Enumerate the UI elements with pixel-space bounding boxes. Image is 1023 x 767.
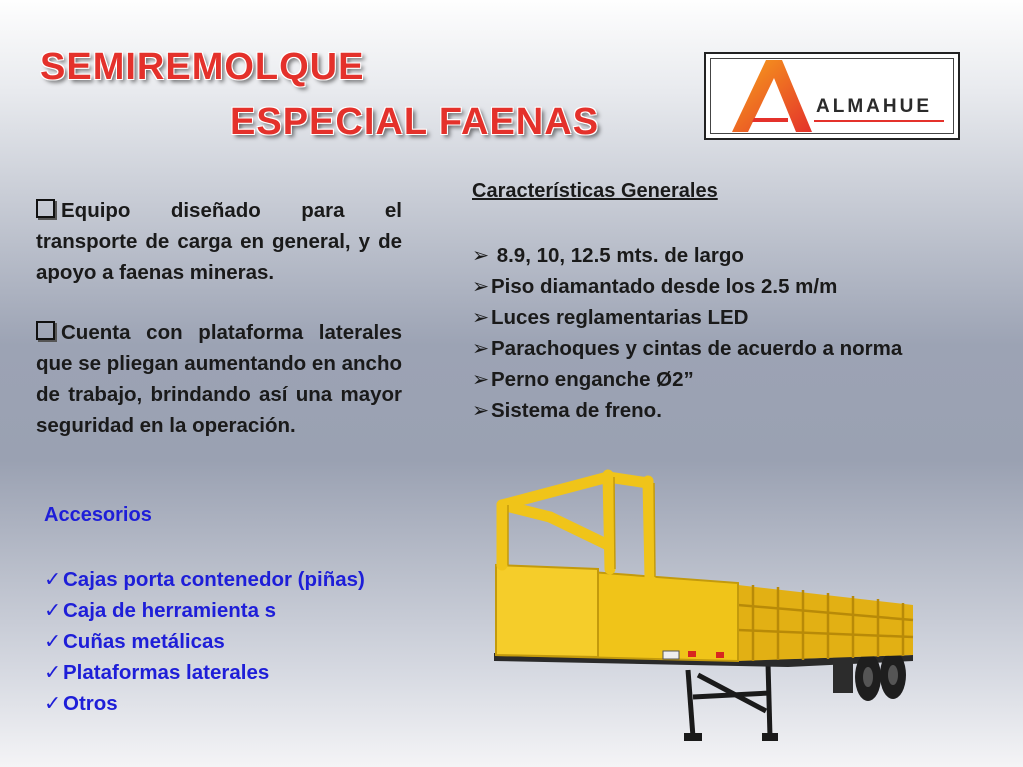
accessory-item [44, 564, 365, 595]
trailer-landing-gear [688, 663, 770, 737]
accessory-label: Plataformas laterales [63, 661, 270, 684]
accessory-item [44, 657, 365, 688]
characteristics-title: Características Generales [472, 180, 718, 202]
accessory-label: Cuñas metálicas [63, 630, 225, 653]
accessory-item [44, 626, 365, 657]
accessory-label: Caja de herramienta s [63, 599, 277, 622]
title-line-2: ESPECIAL FAENAS [230, 101, 600, 143]
accessories-list [44, 564, 365, 719]
check-icon: ✓ [44, 599, 62, 622]
logo-underline [814, 120, 944, 122]
accessories-title: Accesorios [44, 504, 152, 526]
arrow-bullet-icon: ➢ [472, 306, 490, 329]
characteristic-item [472, 271, 902, 302]
characteristic-label: Sistema de freno. [491, 399, 662, 422]
description-text-2: Cuenta con plataforma laterales que se pliegan aumentando en ancho de trabajo, brindando así una mayor seguridad en la operación. [36, 321, 402, 437]
characteristic-label: 8.9, 10, 12.5 mts. de largo [491, 244, 744, 267]
accessory-label: Cajas porta contenedor (piñas) [63, 568, 365, 591]
almahue-logo [704, 52, 960, 140]
characteristic-label: Piso diamantado desde los 2.5 m/m [491, 275, 838, 298]
logo-a-mark-icon [726, 58, 816, 136]
characteristic-item [472, 333, 902, 364]
check-icon: ✓ [44, 630, 62, 653]
characteristic-label: Luces reglamentarias LED [491, 306, 749, 329]
arrow-bullet-icon: ➢ [472, 244, 490, 267]
arrow-bullet-icon: ➢ [472, 337, 490, 360]
accessory-item [44, 688, 365, 719]
characteristic-item [472, 395, 902, 426]
characteristic-item [472, 302, 902, 333]
check-icon: ✓ [44, 692, 62, 715]
description-paragraph-2 [36, 317, 402, 441]
characteristic-label: Perno enganche Ø2” [491, 368, 694, 391]
characteristics-list [472, 240, 902, 426]
checkbox-square-icon [36, 321, 55, 340]
arrow-bullet-icon: ➢ [472, 275, 490, 298]
description-paragraph-1 [36, 195, 402, 288]
check-icon: ✓ [44, 568, 62, 591]
check-icon: ✓ [44, 661, 62, 684]
accessory-item [44, 595, 365, 626]
characteristic-item [472, 364, 902, 395]
characteristic-item [472, 240, 902, 271]
checkbox-square-icon [36, 199, 55, 218]
title-line-1: SEMIREMOLQUE [40, 46, 365, 88]
accessory-label: Otros [63, 692, 118, 715]
trailer-image [488, 465, 918, 747]
characteristic-label: Parachoques y cintas de acuerdo a norma [491, 337, 903, 360]
trailer-wheels [833, 651, 906, 701]
logo-text: ALMAHUE [816, 96, 932, 117]
arrow-bullet-icon: ➢ [472, 399, 490, 422]
arrow-bullet-icon: ➢ [472, 368, 490, 391]
description-text-1: Equipo diseñado para el transporte de carga en general, y de apoyo a faenas mineras. [36, 199, 402, 284]
